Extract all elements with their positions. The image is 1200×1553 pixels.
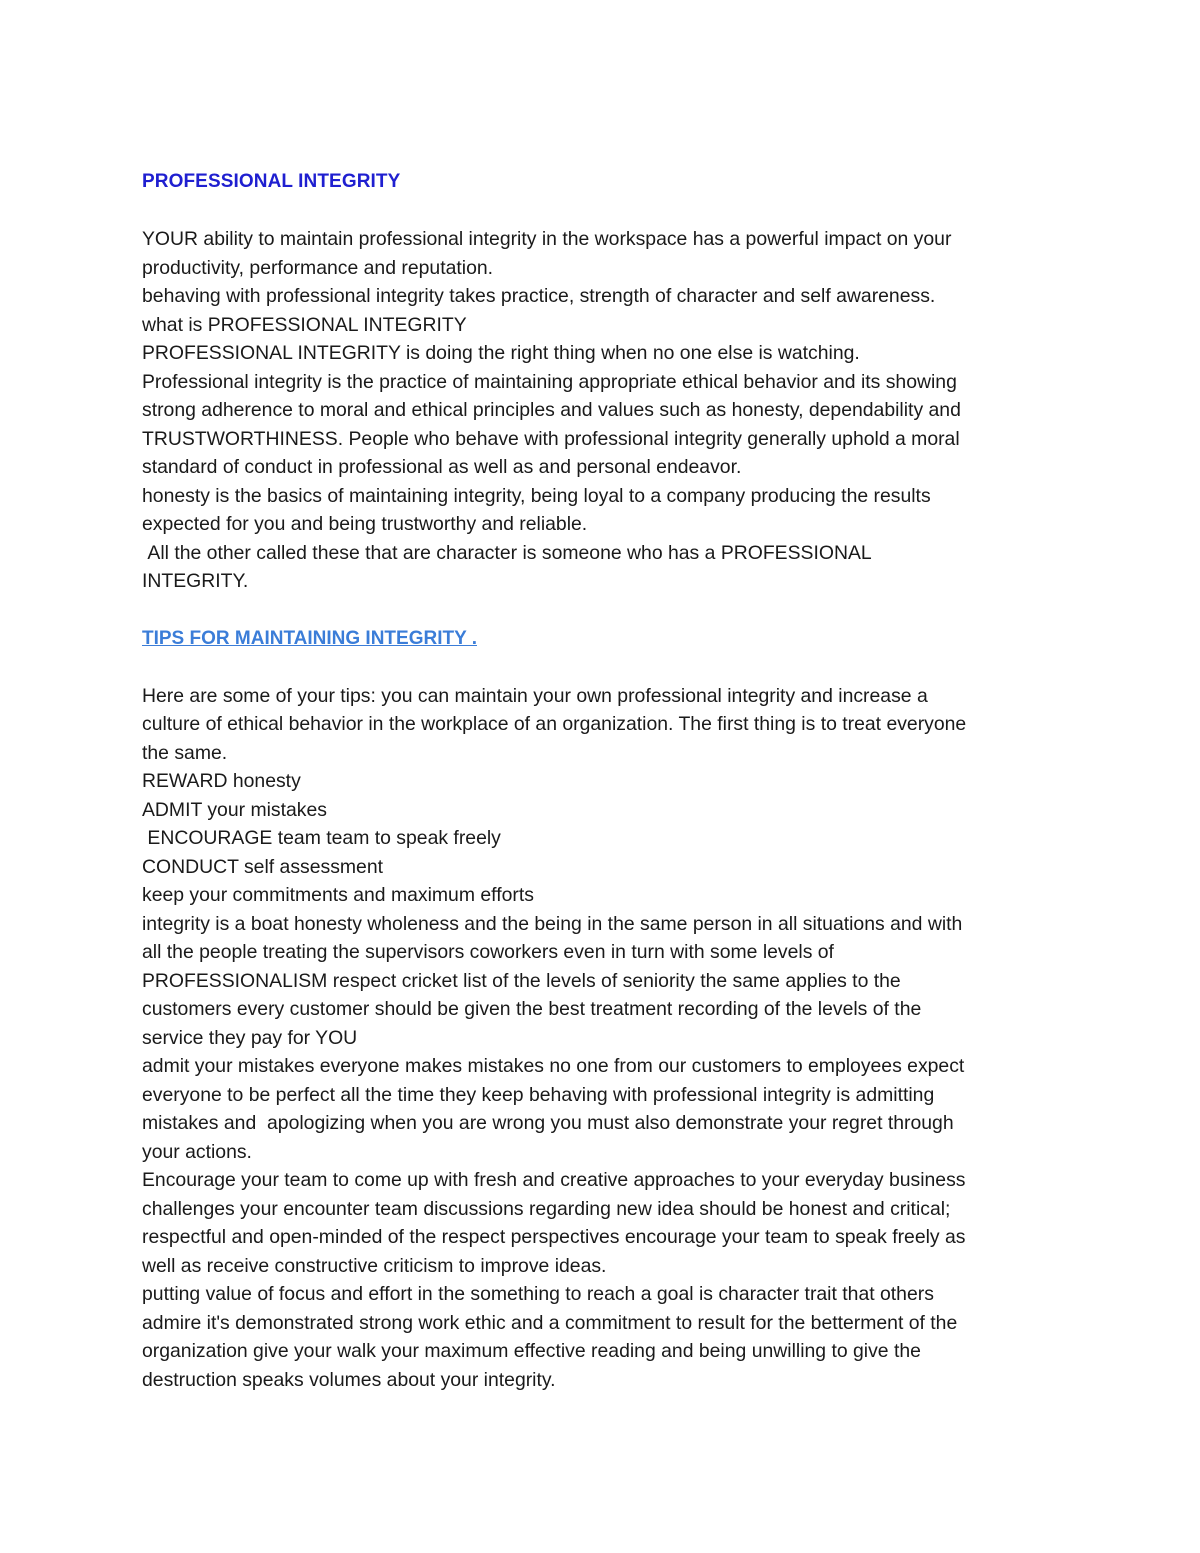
tips-section <box>142 682 1072 1395</box>
tips-line: your actions. <box>142 1140 252 1163</box>
intro-line: standard of conduct in professional as well as and personal endeavor. <box>142 456 742 478</box>
intro-line: honesty is the basics of maintaining integrity, being loyal to a company producing the results <box>142 484 931 507</box>
tips-line: PROFESSIONALISM respect cricket list of the levels of seniority the same applies to the <box>142 969 901 992</box>
intro-section <box>142 225 1072 596</box>
tips-line: all the people treating the supervisors coworkers even in turn with some levels of <box>142 941 834 963</box>
document-page <box>142 168 1072 1394</box>
intro-line: expected for you and being trustworthy and reliable. <box>142 513 588 535</box>
intro-line: behaving with professional integrity takes practice, strength of character and self awareness. <box>142 285 936 307</box>
intro-line: strong adherence to moral and ethical principles and values such as honesty, dependability and <box>142 399 961 421</box>
tips-line: destruction speaks volumes about your integrity. <box>142 1368 556 1391</box>
intro-line: what is PROFESSIONAL INTEGRITY <box>142 313 467 336</box>
tips-line: well as receive constructive criticism to improve ideas. <box>142 1254 607 1277</box>
intro-line: Professional integrity is the practice of maintaining appropriate ethical behavior and its showing <box>142 370 957 393</box>
intro-line: productivity, performance and reputation. <box>142 256 494 279</box>
tips-heading-link[interactable]: TIPS FOR MAINTAINING INTEGRITY . <box>142 627 477 649</box>
tips-line: keep your commitments and maximum efforts <box>142 884 534 906</box>
tips-line: the same. <box>142 741 228 764</box>
tips-line: Encourage your team to come up with fresh and creative approaches to your everyday business <box>142 1169 966 1191</box>
spacer <box>142 596 1072 625</box>
tips-line: admit your mistakes everyone makes mistakes no one from our customers to employees expect <box>142 1055 965 1077</box>
tips-line: culture of ethical behavior in the workplace of an organization. The first thing is to treat everyone <box>142 713 967 735</box>
intro-line: All the other called these that are character is someone who has a PROFESSIONAL <box>142 541 872 564</box>
intro-line: TRUSTWORTHINESS. People who behave with professional integrity generally uphold a moral <box>142 427 960 450</box>
spacer <box>142 653 1072 682</box>
tips-line: challenges your encounter team discussions regarding new idea should be honest and critical; <box>142 1197 951 1220</box>
tips-line: organization give your walk your maximum effective reading and being unwilling to give the <box>142 1340 921 1362</box>
tips-line: integrity is a boat honesty wholeness and the being in the same person in all situations and with <box>142 912 963 935</box>
tips-line: CONDUCT self assessment <box>142 855 384 878</box>
tips-line: Here are some of your tips: you can maintain your own professional integrity and increase a <box>142 684 928 707</box>
tips-line: everyone to be perfect all the time they keep behaving with professional integrity is admitting <box>142 1083 935 1106</box>
tips-line: ENCOURAGE team team to speak freely <box>142 827 501 849</box>
intro-line: INTEGRITY. <box>142 570 249 592</box>
tips-line: putting value of focus and effort in the something to reach a goal is character trait that others <box>142 1283 934 1305</box>
spacer <box>142 196 1072 225</box>
tips-line: customers every customer should be given the best treatment recording of the levels of the <box>142 998 922 1020</box>
intro-line: PROFESSIONAL INTEGRITY is doing the right thing when no one else is watching. <box>142 342 860 364</box>
document-title: PROFESSIONAL INTEGRITY <box>142 171 401 192</box>
tips-line: ADMIT your mistakes <box>142 798 327 821</box>
tips-line: mistakes and apologizing when you are wrong you must also demonstrate your regret through <box>142 1112 954 1134</box>
tips-line: service they pay for YOU <box>142 1026 358 1049</box>
intro-line: YOUR ability to maintain professional integrity in the workspace has a powerful impact on your <box>142 228 952 250</box>
tips-line: admire it's demonstrated strong work ethic and a commitment to result for the betterment of the <box>142 1311 958 1334</box>
tips-line: REWARD honesty <box>142 770 301 792</box>
tips-line: respectful and open-minded of the respect perspectives encourage your team to speak freely as <box>142 1226 966 1248</box>
